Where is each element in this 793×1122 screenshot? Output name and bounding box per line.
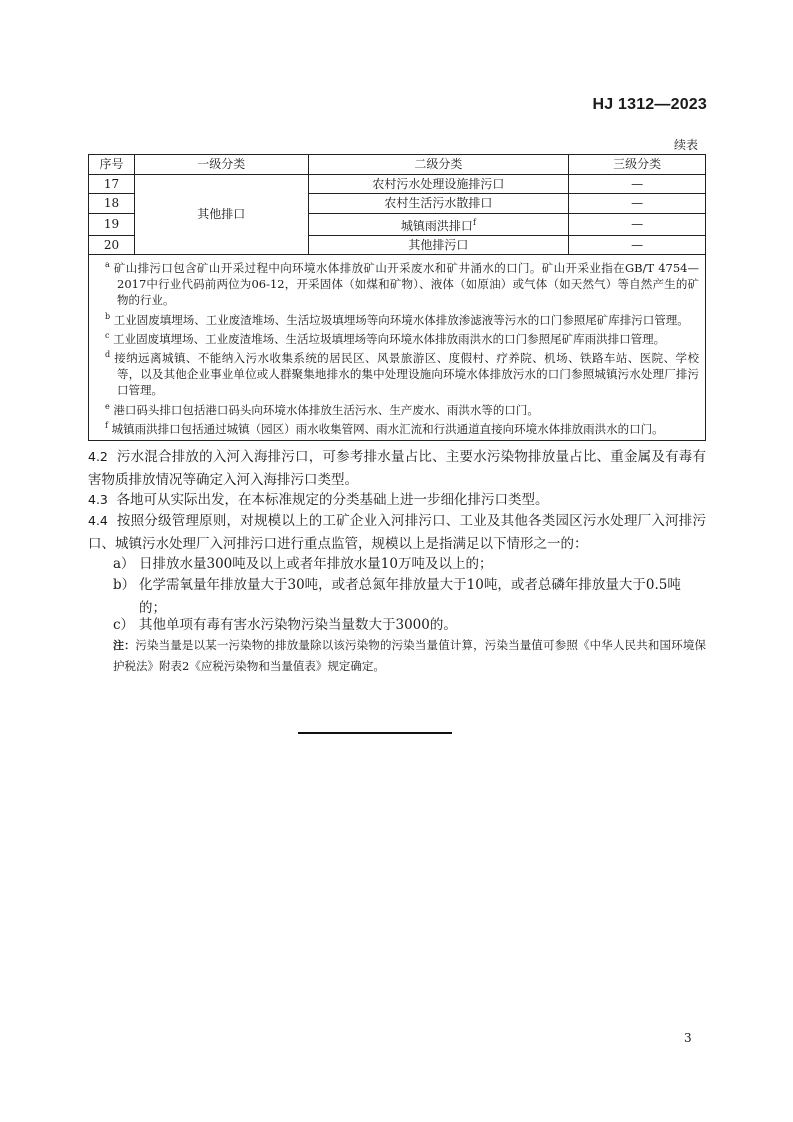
row-number: 17 [89,174,135,194]
section-number: 4.3 [88,492,108,507]
remark-label: 注： [113,639,136,652]
item-text-continuation: 的； [139,599,166,616]
row-number: 20 [89,235,135,255]
note-text: 工业固废填埋场、工业废渣堆场、生活垃圾填埋场等向环境水体排放渗滤液等污水的口门参照尾矿库排污口管理。 [113,312,689,327]
table-row [89,174,706,194]
item-text: 其他单项有毒有害水污染物污染当量数大于3000的。 [139,617,457,633]
note-text: 工业固废填埋场、工业废渣堆场、生活垃圾填埋场等向环境水体排放雨洪水的口门参照尾矿库雨洪排口管理。 [113,331,666,346]
section-text: 按照分级管理原则，对规模以上的工矿企业入河排污口、工业及其他各类园区污水处理厂入河排污口、城镇污水处理厂入河排污口进行重点监管，规模以上是指满足以下情形之一的： [88,513,706,552]
note-mark: c [105,330,110,340]
table-notes [89,255,706,441]
note-mark: b [105,311,111,321]
item-text: 化学需氧量年排放量大于30吨，或者总氮年排放量大于10吨，或者总磷年排放量大于0.5吨 [139,577,681,593]
document-code: HJ 1312—2023 [592,96,707,113]
note-text: 港口码头排口包括港口码头向环境水体排放生活污水、生产废水、雨洪水等的口门。 [113,402,539,417]
remark-note [113,635,706,677]
table-continued-label: 续表 [673,138,698,152]
page-number: 3 [684,1031,692,1045]
table-note [105,309,699,328]
header-level3: 三级分类 [569,155,706,175]
table-note [105,328,699,347]
header-level2: 二级分类 [308,155,569,175]
category-level1: 其他排口 [134,174,308,255]
header-serial: 序号 [89,155,135,175]
table-note [105,257,699,309]
list-item [113,574,706,619]
classification-table [88,154,706,441]
table-note [105,418,699,437]
note-text: 矿山排污口包含矿山开采过程中向环境水体排放矿山开采废水和矿井涌水的口门。矿山开采业指在GB/T 4754—2017中行业代码前两位为06-12，开采固体（如煤和矿物）、液体（如原油）或气体（如天然气）等自然产生的矿物的行业。 [113,260,699,308]
category-level3: — [569,235,706,255]
section-text: 各地可从实际出发，在本标准规定的分类基础上进一步细化排污口类型。 [116,492,549,508]
section-4-2 [88,446,706,491]
section-4-3 [88,489,706,512]
section-text: 污水混合排放的入河入海排污口，可参考排水量占比、主要水污染物排放量占比、重金属及有毒有害物质排放情况等确定入河入海排污口类型。 [88,449,706,488]
remark-text: 污染当量是以某一污染物的排放量除以该污染物的污染当量值计算，污染当量值可参照《中华人民共和国环境保护税法》附表2《应税污染物和当量值表》规定确定。 [113,638,707,673]
category-level2: 农村生活污水散排口 [308,194,569,214]
category-level2: 农村污水处理设施排污口 [308,174,569,194]
note-mark: a [105,260,110,269]
category-level3: — [569,213,706,235]
category-level2-text: 城镇雨洪排口 [400,218,473,233]
category-level2 [308,213,569,235]
header-level1: 一级分类 [134,155,308,175]
item-label: b） [113,577,136,593]
note-mark: e [105,401,110,411]
item-label: a） [113,556,135,572]
note-mark: f [105,420,108,430]
note-mark: d [105,349,111,359]
note-text: 接纳远离城镇、不能纳入污水收集系统的居民区、风景旅游区、度假村、疗养院、机场、铁路车站、医院、学校等，以及其他企业事业单位或人群聚集地排水的集中处理设施向环境水体排放污水的口门参照城镇污水处理厂排污口管理。 [114,350,700,398]
list-item [113,553,706,576]
section-4-4 [88,510,706,555]
table-notes-row [89,255,706,441]
table-header-row [89,155,706,175]
row-number: 18 [89,194,135,214]
item-text: 日排放水量300吨及以上或者年排放水量10万吨及以上的； [139,556,493,572]
end-rule [298,732,452,734]
section-number: 4.4 [88,513,108,528]
table-note [105,399,699,418]
category-level2: 其他排污口 [308,235,569,255]
footnote-ref: f [472,217,476,227]
table-note [105,347,700,399]
row-number: 19 [89,213,135,235]
category-level3: — [569,194,706,214]
section-number: 4.2 [88,449,108,464]
list-item [113,614,706,637]
note-text: 城镇雨洪排口包括通过城镇（园区）雨水收集管网、雨水汇流和行洪通道直接向环境水体排放雨洪水的口门。 [111,421,664,436]
category-level3: — [569,174,706,194]
item-label: c） [113,617,135,633]
